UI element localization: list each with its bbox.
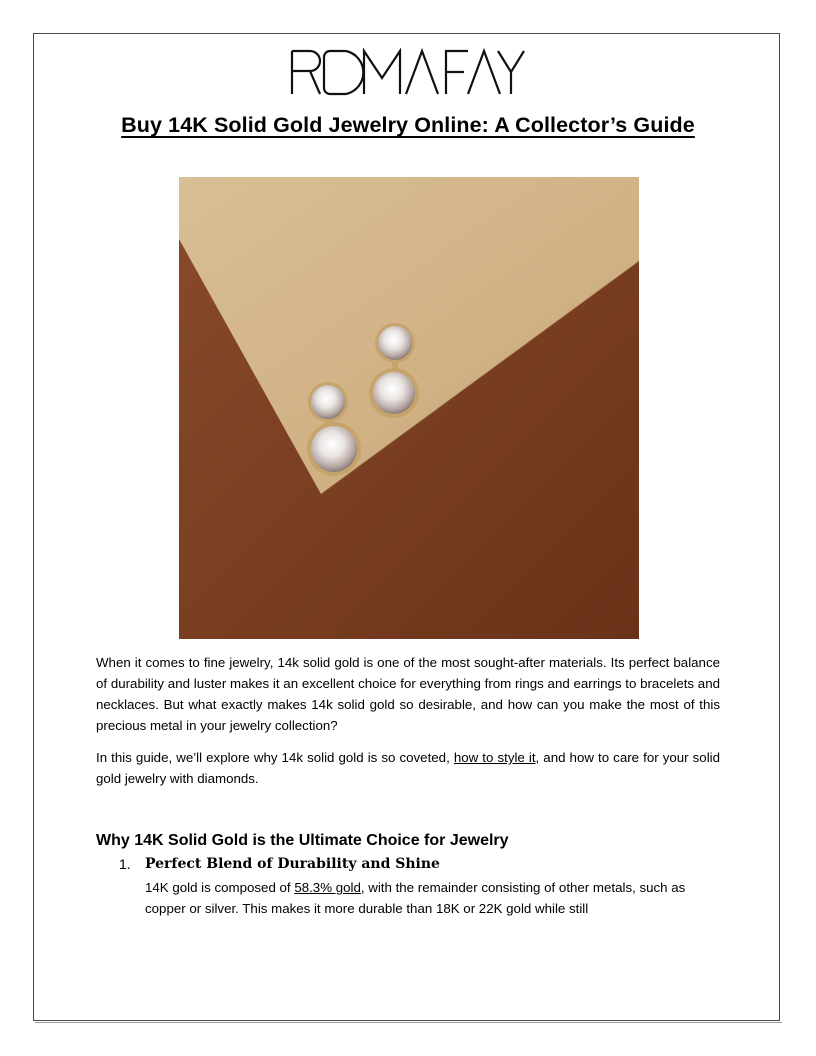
list-item-body [145, 877, 721, 919]
gold-percentage-link[interactable]: 58.3% gold [294, 880, 361, 895]
guide-text-before: In this guide, we’ll explore why 14k solid gold is so coveted, [96, 750, 454, 765]
list-item-number: 1. [119, 856, 131, 872]
hero-image [179, 177, 639, 639]
guide-text-after: , and how to care for your solid gold jewelry with diamonds. [96, 750, 720, 786]
brand-logo-mark [290, 48, 526, 96]
intro-paragraph: When it comes to fine jewelry, 14k solid gold is one of the most sought-after materials. Its perfect balance of durability and luster makes it an excellent choice for everything from rings and earrings to bracelets and necklaces. But what exactly makes 14k solid gold so desirable, and how can you make the most of this precious metal in your jewelry collection? [96, 655, 720, 733]
list-body-before: 14K gold is composed of [145, 880, 295, 895]
brand-logo[interactable] [290, 48, 526, 96]
page-title: Buy 14K Solid Gold Jewelry Online: A Collector’s Guide [121, 113, 695, 137]
earrings-photo [179, 177, 639, 639]
list-body-after: , with the remainder consisting of other metals, such as copper or silver. This makes it more durable than 18K or 22K gold while still [145, 880, 686, 916]
guide-paragraph [96, 747, 720, 789]
how-to-style-link[interactable]: how to style it [453, 750, 536, 765]
section-heading: Why 14K Solid Gold is the Ultimate Choice for Jewelry [96, 832, 509, 849]
list-item-title: Perfect Blend of Durability and Shine [145, 856, 440, 872]
